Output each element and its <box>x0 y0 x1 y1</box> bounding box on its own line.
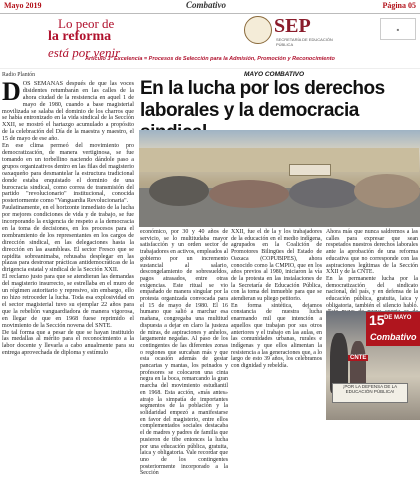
col3-text: XXII, fue el de la y los trabajadores de la educación en el medio indígena, agrupados en la Coalición de Promotores Bilingües del Estado de Oaxaca (COPUBIPES), ahora conocido como la CMPIO, que en los años previos al 1980, iniciaron la vía de la protesta en las instalaciones de la Secretaría de Educación Pública, con la toma del inmueble para que se atendieran su pliego petitorio. En forma sintética, dejamos constancia de nuestra lucha enarmando mil que intención a aquellos que trabajan por sus otros anteriores y el trabajo en las aulas, en las comunidades urbanas, rurales e indígenas y que ellos alimentan la resistencia a las generaciones que, a lo largo de esto 39 años, los celebramos con dignidad y rebeldía. <box>231 229 322 370</box>
photo-crowd <box>209 180 289 208</box>
photo-protest-sign <box>289 164 331 176</box>
byline: Radio Plantón <box>2 72 36 78</box>
mayo-combativo-banner <box>366 312 420 346</box>
paragraph-5: De tal forma que a pesar de que se hayan instituido las medallas al mérito para el reconocimiento a la labor docente y llevarla a cabo anualmente para su entrega aprovechada de diploma y estímulo <box>2 329 134 357</box>
article-kicker: MAYO COMBATIVO <box>244 71 305 78</box>
article-column-2 <box>140 229 228 477</box>
article-headline: En la lucha por los derechos laborales y la democracia <box>140 78 385 121</box>
photo-crowd <box>149 176 209 206</box>
newspaper-logo: Combativo <box>186 0 226 10</box>
photo-crowd <box>289 178 359 208</box>
left-column <box>2 72 134 357</box>
banner-line-2 <box>48 29 111 45</box>
lead-paragraph <box>2 76 134 143</box>
lead-text: OS SEMANAS después de que las voces disidentes retumbarán en las calles de la ahora ciudad de la resistencia en aquel 1 de mayo de 1980, cuando a base magisterial movilizada se salaba del dominio de los charros que se había entronizado en la vida sindical de la Sección XXII, se mostró el hartazgo acumulado a propósito de la celebración del Día de la maestra y maestro, el 15 de mayo de ese año. <box>2 80 134 143</box>
mexico-emblem-icon <box>244 16 272 44</box>
reforma-banner <box>0 14 420 69</box>
page-header <box>0 0 420 14</box>
banner-line-3: está por venir <box>48 45 121 60</box>
banner-tagline: Artículo 3º Excelencia = Procesos de Selección para la Admisión, Promoción y Reconocimiento <box>85 56 335 62</box>
paragraph-3: Paulatinamente, en el horizonte inmediato de la lucha por mejores condiciones de vida y de trabajo, se fue incorporando la exigencia de respeto a la democracia en la toma de decisiones, en los procesos para el nombramiento de los representantes en los cargos de dirección sindical, en las delegaciones hasta la dirección en las asambleas. El sector Fresco que se rapidita sobreanimaba, rehusaba desplegar en las plazas para destronar prácticas antidemocráticas de la dirigencia estatal y sindical de la Sección XXII. <box>2 205 134 274</box>
paragraph-4: El reclamo justo para que se atendieran las demandas del magisterio insurrecto, se estrellaba en el muro de un régimen autoritario y represivo, sin embargo, ello no hizo retroceder la lucha. Toda esa explosividad en el sector magisterial tuvo su ejemplar 22 años para que la rebelión vanguardiadora de manera vigorosa, en llegar de que en 1968 fuese reprimido el movimiento de la Sección novena del SNTE. <box>2 274 134 329</box>
program-logo-icon: ■ <box>380 18 416 40</box>
col4-text: Ahora más que nunca saldremos a las calles para expresar que sean respetados nuestros derechos laborales ante la aprobación de una reforma educativa que no corresponde con las aspiraciones legítimas de la Sección XXII y de la CNTE. En la permanente lucha por la democratización del sindicato nacional, del país, y en defensa de la educación pública, gratuita, laica y obligatoria, también el silencio habló. <box>326 229 418 309</box>
banner-month: DE MAYO <box>384 315 412 321</box>
article-column-4 <box>326 229 418 323</box>
issue-date: Mayo 2019 <box>4 1 42 10</box>
photo-crowd <box>354 174 420 208</box>
march-photo <box>139 130 420 227</box>
protest-photo <box>326 311 420 420</box>
photo-building <box>139 148 419 172</box>
paragraph-2: En ese clima permeó del movimiento pro democratización, de manera vertiginosa, se fue tomando en un torbellino naciendo dándole paso a grupos organizativos dentro en las filas del magisterio oaxaqueño para desmantelar la estructura tradicional donde estaba enquistado el dominio de una burocracia sindical, como correa de transmisión del partido "revolucionario" institucional, conocida posteriormente como "Vanguardia Revolucionaria". <box>2 143 134 205</box>
article-column-3 <box>231 229 322 370</box>
banner-line-2-bold: la reforma <box>48 29 112 44</box>
cnte-label: CNTE <box>350 355 367 361</box>
banner-word: Combativo <box>370 332 417 342</box>
page-number: Página 05 <box>382 1 416 10</box>
dropcap: D <box>2 76 21 106</box>
banner-day: 15 <box>369 312 385 328</box>
sep-subtitle: SECRETARÍA DE EDUCACIÓN PÚBLICA <box>276 37 333 47</box>
col2-text: económico, por 30 y 40 años de servicio, se lo multitudaba mayor satisfacción y un orden sector de trabajadores en activos, empleados al gobierno por un incremento sustancial al salario, descongelamiento de sobresueldos, pagos atrasados, entre otras exigencias. Este ritual se vio empañado de manera singular por la protesta organizada convocada para el 15 de mayo de 1980. El 16 humano que salió a marchar esa mañana, congregaba una multitud dispuesta a dejar en claro la justeza de miras, de aspiraciones y anhelos, largamente negadas. Al paso de los contingentes de las diferentes zonas o regiones que surcaban más y que esta ocasión además de gestar pancartas y mantas, los peinados y profesores se colocaron una cinta negra en la boca, remarcando la gran marcha del movimiento estudiantil en 1968. Esta acción, «más antes» atrajo la simpatía de importantes segmentos de la población y la solidaridad empezó a manifestarse en favor del magisterio, entre ellos complementados sociales destacaba el de madres y padres de familia que pusieron de tibe entonces la lucha por una educación pública, gratuita, laica y obligatoria. Vale recordar que uno de los contingentes posteriormente incorporado a la Sección <box>140 229 228 477</box>
banner-line-1: Lo peor de <box>58 16 115 31</box>
defense-sign: ¡POR LA DEFENSA DE LA EDUCACIÓN PÚBLICA! <box>332 383 408 403</box>
sep-logo: SEP <box>274 15 311 37</box>
